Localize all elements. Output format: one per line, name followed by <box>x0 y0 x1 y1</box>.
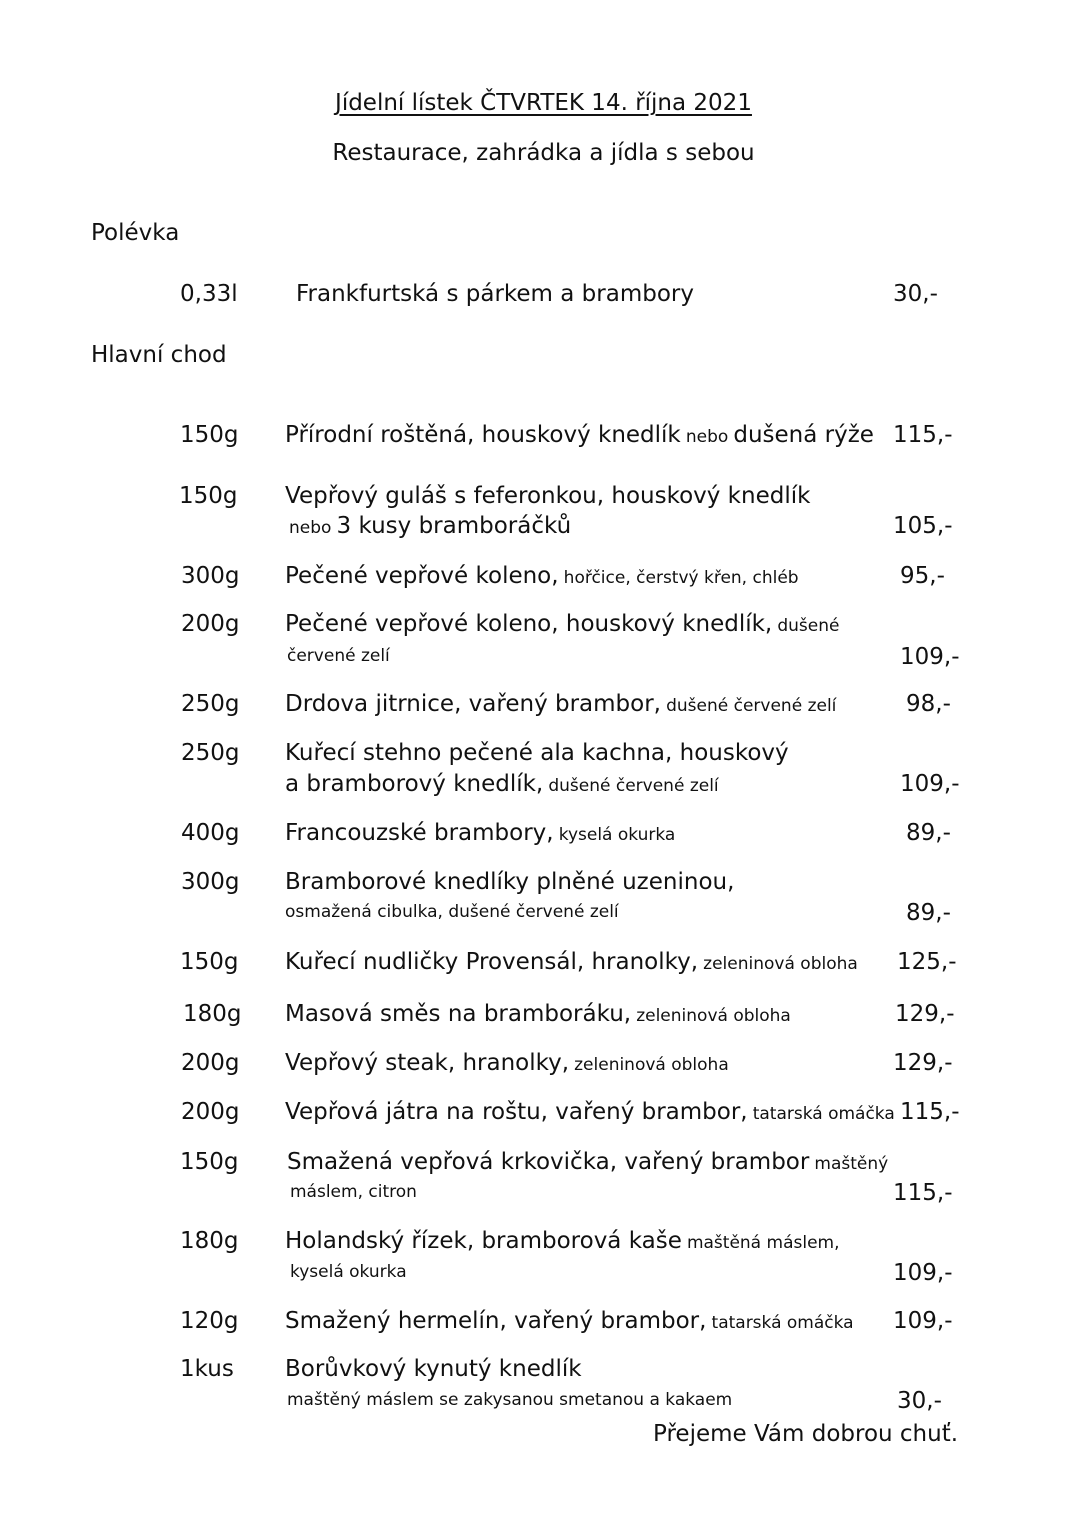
item-main-text: Borůvkový kynutý knedlík <box>285 1356 582 1382</box>
item-description <box>285 1230 840 1253</box>
item-price: 129,- <box>895 1001 955 1027</box>
menu-subtitle: Restaurace, zahrádka a jídla s sebou <box>332 140 755 166</box>
item-side-text: hořčice, čerstvý křen, chléb <box>563 568 799 588</box>
item-main-text: Masová směs na bramboráku, <box>285 1001 632 1027</box>
item-price: 95,- <box>900 563 945 589</box>
item-side-text: dušené červené zelí <box>666 696 837 716</box>
item-weight: 180g <box>183 1001 242 1027</box>
item-description <box>285 1101 895 1124</box>
item-main-text: Pečené vepřové koleno, <box>285 563 559 589</box>
item-main-text: Drdova jitrnice, vařený brambor, <box>285 691 661 717</box>
item-side-text: nebo <box>289 518 332 538</box>
soup-price: 30,- <box>893 281 938 307</box>
item-description-line2 <box>285 773 719 796</box>
item-side-text-line2: máslem, citron <box>290 1182 417 1202</box>
item-weight: 150g <box>179 483 238 509</box>
item-price: 89,- <box>906 900 951 926</box>
item-weight: 300g <box>181 869 240 895</box>
item-price: 115,- <box>893 1180 953 1206</box>
item-main-text: Vepřová játra na roštu, vařený brambor, <box>285 1099 748 1125</box>
item-price: 105,- <box>893 513 953 539</box>
item-price: 30,- <box>897 1388 942 1414</box>
item-main-text: Smažený hermelín, vařený brambor, <box>285 1308 707 1334</box>
item-main-text: Smažená vepřová krkovička, vařený brambor <box>287 1149 810 1175</box>
item-side-text-line2: kyselá okurka <box>290 1262 407 1282</box>
item-description <box>285 1003 791 1026</box>
item-weight: 1kus <box>180 1356 234 1382</box>
item-main-text: Bramborové knedlíky plněné uzeninou, <box>285 869 735 895</box>
item-side-text: nebo <box>685 427 729 447</box>
item-side-text: zeleninová obloha <box>703 954 858 974</box>
item-side-text-line2: osmažená cibulka, dušené červené zelí <box>285 902 619 922</box>
item-description <box>285 1310 854 1333</box>
item-side-text: maštěný <box>814 1154 889 1174</box>
item-description <box>285 693 836 716</box>
item-main-text-tail: dušená rýže <box>733 422 874 448</box>
item-price: 98,- <box>906 691 951 717</box>
item-price: 109,- <box>900 771 960 797</box>
menu-title: Jídelní lístek ČTVRTEK 14. října 2021 <box>335 90 752 116</box>
item-main-text: Pečené vepřové koleno, houskový knedlík, <box>285 611 773 637</box>
item-weight: 120g <box>180 1308 239 1334</box>
item-weight: 400g <box>181 820 240 846</box>
item-weight: 150g <box>180 949 239 975</box>
item-description <box>285 424 874 447</box>
item-weight: 150g <box>180 422 239 448</box>
item-description <box>285 565 799 588</box>
item-side-text: zeleninová obloha <box>574 1055 729 1075</box>
closing-wish: Přejeme Vám dobrou chuť. <box>653 1421 959 1447</box>
item-main-text: Přírodní roštěná, houskový knedlík <box>285 422 681 448</box>
item-price: 129,- <box>893 1050 953 1076</box>
item-price: 125,- <box>897 949 957 975</box>
item-main-text: Vepřový guláš s feferonkou, houskový knedlík <box>285 483 811 509</box>
item-weight: 150g <box>180 1149 239 1175</box>
item-weight: 200g <box>181 611 240 637</box>
item-side-text: zeleninová obloha <box>636 1006 791 1026</box>
section-heading-soup: Polévka <box>91 220 180 246</box>
item-price: 109,- <box>900 644 960 670</box>
item-price: 109,- <box>893 1260 953 1286</box>
item-description <box>285 822 675 845</box>
item-side-text: maštěná máslem, <box>686 1233 840 1253</box>
item-side-text-line2: maštěný máslem se zakysanou smetanou a kakaem <box>287 1390 733 1410</box>
item-side-text: tatarská omáčka <box>752 1104 895 1124</box>
item-weight: 200g <box>181 1099 240 1125</box>
item-price: 115,- <box>893 422 953 448</box>
item-weight: 250g <box>181 740 240 766</box>
item-price: 109,- <box>893 1308 953 1334</box>
item-side-text-line2: červené zelí <box>287 646 390 666</box>
item-weight: 180g <box>180 1228 239 1254</box>
item-description <box>285 613 839 636</box>
soup-name: Frankfurtská s párkem a brambory <box>296 281 694 307</box>
item-description <box>285 951 858 974</box>
item-main-text: Kuřecí nudličky Provensál, hranolky, <box>285 949 699 975</box>
item-price: 115,- <box>900 1099 960 1125</box>
item-main-text-line2: a bramborový knedlík, <box>285 771 544 797</box>
soup-weight: 0,33l <box>180 281 238 307</box>
item-side-text: tatarská omáčka <box>711 1313 854 1333</box>
item-description-line2 <box>289 515 571 538</box>
item-main-text: Kuřecí stehno pečené ala kachna, houskový <box>285 740 789 766</box>
item-weight: 250g <box>181 691 240 717</box>
item-side-text: dušené <box>777 616 840 636</box>
item-description <box>285 1052 729 1075</box>
item-main-text: Francouzské brambory, <box>285 820 554 846</box>
item-main-text: Vepřový steak, hranolky, <box>285 1050 570 1076</box>
item-weight: 300g <box>181 563 240 589</box>
item-main-text-line2: 3 kusy bramboráčků <box>336 513 572 539</box>
section-heading-main: Hlavní chod <box>91 342 227 368</box>
item-side-text: kyselá okurka <box>558 825 676 845</box>
item-description <box>287 1151 888 1174</box>
item-side-text: dušené červené zelí <box>548 776 719 796</box>
item-weight: 200g <box>181 1050 240 1076</box>
item-main-text: Holandský řízek, bramborová kaše <box>285 1228 682 1254</box>
item-price: 89,- <box>906 820 951 846</box>
